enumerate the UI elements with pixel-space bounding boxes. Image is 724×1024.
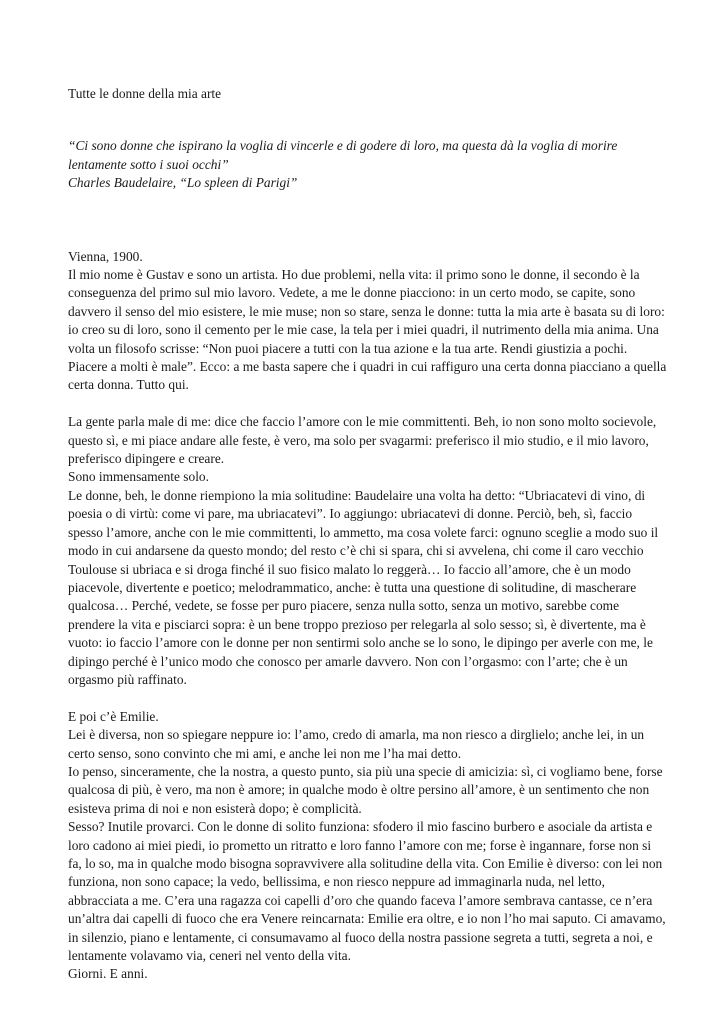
paragraph: Sono immensamente solo.: [68, 469, 209, 485]
paragraph: Il mio nome è Gustav e sono un artista. Ho due problemi, nella vita: il primo sono le donne, il secondo è la conseguenza del primo sul mio lavoro. Vedete, a me le donne piacciono: in un certo modo, se capite, sono davvero il senso del mio esistere, le mie muse; non so stare, senza le donne: tutta la mia arte è basata su di loro: io creo su di loro, sono il cemento per le mie case, la tela per i miei quadri, il nutrimento della mia anima. Una volta un filosofo scrisse: “Non puoi piacere a tutti con la tua azione e la tua arte. Rendi giustizia a pochi. Piacere a molti è male”. Ecco: a me basta sapere che i quadri in cui raffiguro una certa donna piacciano a quella certa donna. Tutto qui.: [68, 267, 667, 393]
epigraph-quote: “Ci sono donne che ispirano la voglia di vincerle e di godere di loro, ma questa dà la voglia di morire lentamente sotto i suoi occhi”: [68, 138, 618, 172]
paragraph: E poi c’è Emilie.: [68, 708, 159, 724]
paragraph: La gente parla male di me: dice che faccio l’amore con le mie committenti. Beh, io non sono molto socievole, questo sì, e mi piace andare alle feste, è vero, ma solo per svagarmi: preferisco il mio studio, e il mio lavoro, preferisco dipingere e creare.: [68, 414, 657, 467]
document-page: [68, 85, 668, 984]
epigraph-attribution: Charles Baudelaire, “Lo spleen di Parigi”: [68, 175, 298, 191]
paragraph-place-date: Vienna, 1900.: [68, 248, 143, 264]
paragraph: Giorni. E anni.: [68, 966, 148, 982]
paragraph: Sesso? Inutile provarci. Con le donne di solito funziona: sfodero il mio fascino burbero e asociale da artista e loro cadono ai miei piedi, io prometto un ritratto e loro fanno l’amore con me; forse è ingannare, forse non si fa, lo so, ma in qualche modo bisogna sopravvivere alla solitudine della vita. Con Emilie è diverso: con lei non funziona, non sono capace; la vedo, bellissima, e non riesco neppure ad immaginarla nuda, nel letto, abbracciata a me. C’era una ragazza coi capelli d’oro che quando faceva l’amore sembrava cantasse, ce n’era un’altra dai capelli di fuoco che era Venere reincarnata: Emilie era oltre, e io non l’ho mai saputo. Ci amavamo, in silenzio, piano e lentamente, ci consumavamo al fuoco della nostra passione segreta a tutti, segreta a noi, e lentamente volavamo via, ceneri nel vento della vita.: [68, 819, 666, 964]
document-title: Tutte le donne della mia arte: [68, 86, 222, 101]
epigraph: [68, 137, 668, 192]
paragraph: Le donne, beh, le donne riempiono la mia solitudine: Baudelaire una volta ha detto: “Ubriacatevi di vino, di poesia o di virtù: come vi pare, ma ubriacatevi”. Io aggiungo: ubriacatevi di donne. Perciò, beh, sì, faccio spesso l’amore, anche con le mie committenti, lo ammetto, ma cosa volete farci: ognuno sceglie a modo suo il modo in cui andarsene da questo mondo; del resto c’è chi si spara, chi si avvelena, chi come il caro vecchio Toulouse si ubriaca e si droga finché il suo fisico malato lo reggerà… Io faccio all’amore, che è un modo piacevole, divertente e poetico; melodrammatico, anche: è tutta una questione di solitudine, di mascherare qualcosa… Perché, vedete, se fosse per puro piacere, senza nulla sotto, senza un motivo, sarebbe come prendere la vita e pisciarci sopra: è un bene troppo prezioso per relegarla al solo sesso; sì, è divertente, ma è vuoto: io faccio l’amore con le donne per non sentirmi solo anche se lo sono, le dipingo per averle con me, le dipingo perché è l’unico modo che conosco per amarle davvero. Non con l’orgasmo: con l’arte; che è un orgasmo più raffinato.: [68, 487, 659, 687]
paragraph: Lei è diversa, non so spiegare neppure io: l’amo, credo di amarla, ma non riesco a dirglielo; anche lei, in un certo senso, sono convinto che mi ami, e anche lei non me l’ha mai detto.: [68, 727, 645, 761]
paragraph: Io penso, sinceramente, che la nostra, a questo punto, sia più una specie di amicizia: sì, ci vogliamo bene, forse qualcosa di più, è vero, ma non è amore; in qualche modo è oltre persino all’amore, è un sentimento che non esisteva prima di noi e non esisterà dopo; è complicità.: [68, 763, 663, 816]
document-body: [68, 248, 668, 984]
